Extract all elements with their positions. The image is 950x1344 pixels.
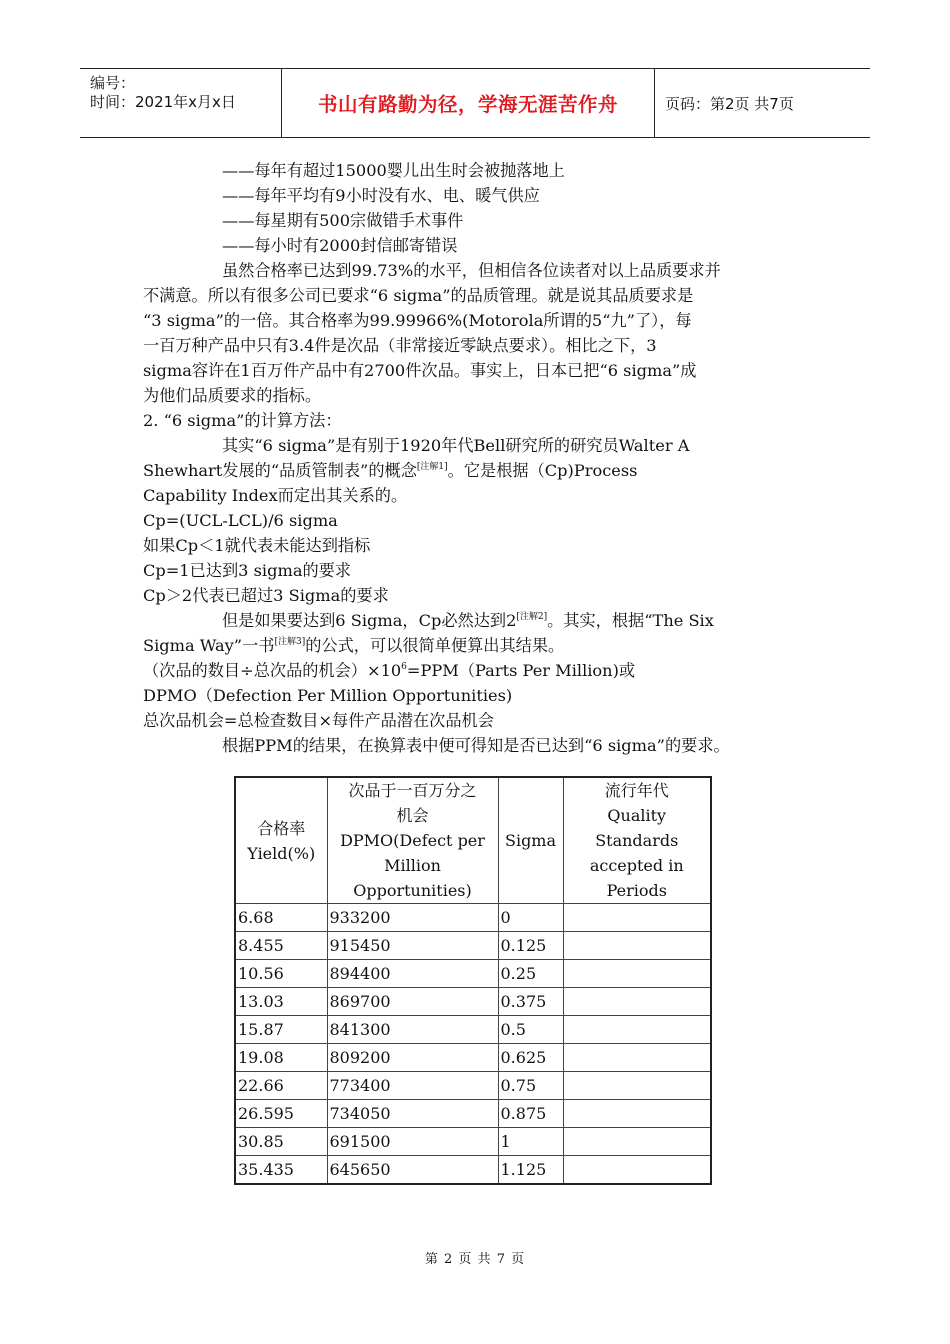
- cell-dpmo: 894400: [327, 960, 498, 988]
- cell-yield: 15.87: [235, 1016, 327, 1044]
- cell-dpmo: 915450: [327, 932, 498, 960]
- header-period-en-1: Quality: [607, 806, 667, 825]
- paragraph-line: DPMO（Defection Per Million Opportunities): [143, 686, 513, 705]
- cell-yield: 10.56: [235, 960, 327, 988]
- header-period-en-2: Standards: [595, 831, 679, 850]
- table-row: [235, 1016, 711, 1044]
- header-dpmo-en-3: Opportunities): [353, 881, 472, 900]
- cell-dpmo: 869700: [327, 988, 498, 1016]
- cell-yield: 35.435: [235, 1156, 327, 1185]
- paragraph-line: 其实“6 sigma”是有别于1920年代Bell研究所的研究员Walter A: [222, 436, 690, 455]
- paragraph-line: Capability Index而定出其关系的。: [143, 486, 408, 505]
- text-span: 。其实，根据“The Six: [547, 611, 714, 630]
- cell-sigma: 0.625: [498, 1044, 563, 1072]
- table-row: [235, 904, 711, 932]
- formula-line: 总次品机会=总检查数目×每件产品潜在次品机会: [143, 711, 494, 730]
- cell-yield: 26.595: [235, 1100, 327, 1128]
- paragraph-line: Cp＞2代表已超过3 Sigma的要求: [143, 586, 389, 605]
- cell-dpmo: 841300: [327, 1016, 498, 1044]
- table-row: [235, 1128, 711, 1156]
- table-row: [235, 1156, 711, 1185]
- cell-yield: 19.08: [235, 1044, 327, 1072]
- header-page-label: 页码：第2页 共7页: [665, 94, 794, 113]
- cell-dpmo: 734050: [327, 1100, 498, 1128]
- table-row: [235, 932, 711, 960]
- bullet-line-2: ——每年平均有9小时没有水、电、暖气供应: [222, 186, 540, 205]
- header-dpmo-en-2: Million: [384, 856, 441, 875]
- code-label: 编号：: [90, 74, 136, 92]
- paragraph-line: Cp=1已达到3 sigma的要求: [143, 561, 352, 580]
- page-footer: 第 2 页 共 7 页: [424, 1252, 526, 1267]
- table-row: [235, 1044, 711, 1072]
- table-row: [235, 988, 711, 1016]
- paragraph-line: [143, 636, 564, 656]
- cell-period: [563, 1100, 711, 1128]
- footnote-ref-3[interactable]: [注解3]: [274, 637, 306, 647]
- cell-yield: 30.85: [235, 1128, 327, 1156]
- text-span: =PPM（Parts Per Million)或: [406, 661, 636, 680]
- header-dpmo-en-1: DPMO(Defect per: [340, 831, 485, 850]
- header-dpmo-cn-2: 机会: [396, 806, 429, 825]
- header-meta: [80, 69, 282, 137]
- cell-sigma: 0.375: [498, 988, 563, 1016]
- header-motto: 书山有路勤为径，学海无涯苦作舟: [282, 69, 655, 137]
- cell-sigma: 0.75: [498, 1072, 563, 1100]
- cell-sigma: 0: [498, 904, 563, 932]
- cell-period: [563, 1072, 711, 1100]
- cell-sigma: 0.5: [498, 1016, 563, 1044]
- time-label: 时间：2021年x月x日: [90, 93, 236, 111]
- cell-yield: 6.68: [235, 904, 327, 932]
- bullet-line-1: ——每年有超过15000婴儿出生时会被抛落地上: [222, 161, 565, 180]
- cell-yield: 22.66: [235, 1072, 327, 1100]
- formula-line: [143, 661, 635, 681]
- header-period-en-4: Periods: [606, 881, 667, 900]
- table-row: [235, 1100, 711, 1128]
- paragraph-line: 为他们品质要求的指标。: [143, 386, 322, 405]
- cell-dpmo: 691500: [327, 1128, 498, 1156]
- cell-yield: 13.03: [235, 988, 327, 1016]
- cell-dpmo: 933200: [327, 904, 498, 932]
- header-yield-cn: 合格率: [257, 818, 306, 838]
- table-header-row: [235, 777, 711, 904]
- paragraph-line: 如果Cp＜1就代表未能达到指标: [143, 536, 371, 555]
- section-heading: 2. “6 sigma”的计算方法：: [143, 411, 342, 430]
- paragraph-line: 虽然合格率已达到99.73%的水平，但相信各位读者对以上品质要求并: [222, 261, 721, 280]
- footnote-ref-1[interactable]: [注解1]: [416, 462, 448, 472]
- bullet-line-4: ——每小时有2000封信邮寄错误: [222, 236, 458, 255]
- text-span: Shewhart发展的“品质管制表”的概念: [143, 461, 417, 480]
- paragraph-line: 根据PPM的结果，在换算表中便可得知是否已达到“6 sigma”的要求。: [222, 736, 730, 755]
- table-row: [235, 1072, 711, 1100]
- cell-sigma: 1.125: [498, 1156, 563, 1185]
- exponent: 6: [401, 662, 407, 672]
- text-span: Sigma Way”一书: [143, 636, 275, 655]
- bullet-line-3: ——每星期有500宗做错手术事件: [222, 211, 464, 230]
- header-period-en-3: accepted in: [589, 856, 684, 875]
- cell-period: [563, 904, 711, 932]
- cell-sigma: 1: [498, 1128, 563, 1156]
- header-dpmo-cn-1: 次品于一百万分之: [348, 781, 477, 800]
- cell-dpmo: 773400: [327, 1072, 498, 1100]
- cell-sigma: 0.875: [498, 1100, 563, 1128]
- cell-sigma: 0.125: [498, 932, 563, 960]
- header-period-cn: 流行年代: [604, 781, 669, 800]
- text-span: 但是如果要达到6 Sigma，Cp必然达到2: [222, 611, 517, 630]
- header-period: [563, 777, 711, 904]
- header-yield-en: Yield(%): [247, 843, 316, 863]
- paragraph-line: 一百万种产品中只有3.4件是次品（非常接近零缺点要求）。相比之下，3: [143, 336, 657, 355]
- paragraph-line: [222, 611, 714, 631]
- page-header: [80, 68, 870, 138]
- cell-period: [563, 1044, 711, 1072]
- table-row: [235, 960, 711, 988]
- cell-period: [563, 932, 711, 960]
- sigma-conversion-table: [234, 776, 712, 1185]
- formula-line: Cp=(UCL-LCL)/6 sigma: [143, 511, 338, 530]
- paragraph-line: “3 sigma”的一倍。其合格率为99.99966%(Motorola所谓的5“九”了），每: [143, 311, 692, 330]
- paragraph-line: 不满意。所以有很多公司已要求“6 sigma”的品质管理。就是说其品质要求是: [143, 286, 694, 305]
- cell-period: [563, 1128, 711, 1156]
- text-span: 。它是根据（Cp)Process: [447, 461, 638, 480]
- cell-dpmo: 809200: [327, 1044, 498, 1072]
- footnote-ref-2[interactable]: [注解2]: [516, 612, 548, 622]
- paragraph-line: sigma容许在1百万件产品中有2700件次品。事实上，日本已把“6 sigma”成: [143, 361, 697, 380]
- header-yield: [235, 777, 327, 904]
- text-span: （次品的数目÷总次品的机会）×10: [143, 661, 402, 680]
- cell-period: [563, 988, 711, 1016]
- cell-dpmo: 645650: [327, 1156, 498, 1185]
- cell-period: [563, 1156, 711, 1185]
- text-span: 的公式，可以很简单便算出其结果。: [305, 636, 565, 655]
- cell-sigma: 0.25: [498, 960, 563, 988]
- cell-period: [563, 960, 711, 988]
- header-dpmo: [327, 777, 498, 904]
- paragraph-line: [143, 461, 637, 481]
- header-sigma: Sigma: [498, 777, 563, 904]
- cell-yield: 8.455: [235, 932, 327, 960]
- cell-period: [563, 1016, 711, 1044]
